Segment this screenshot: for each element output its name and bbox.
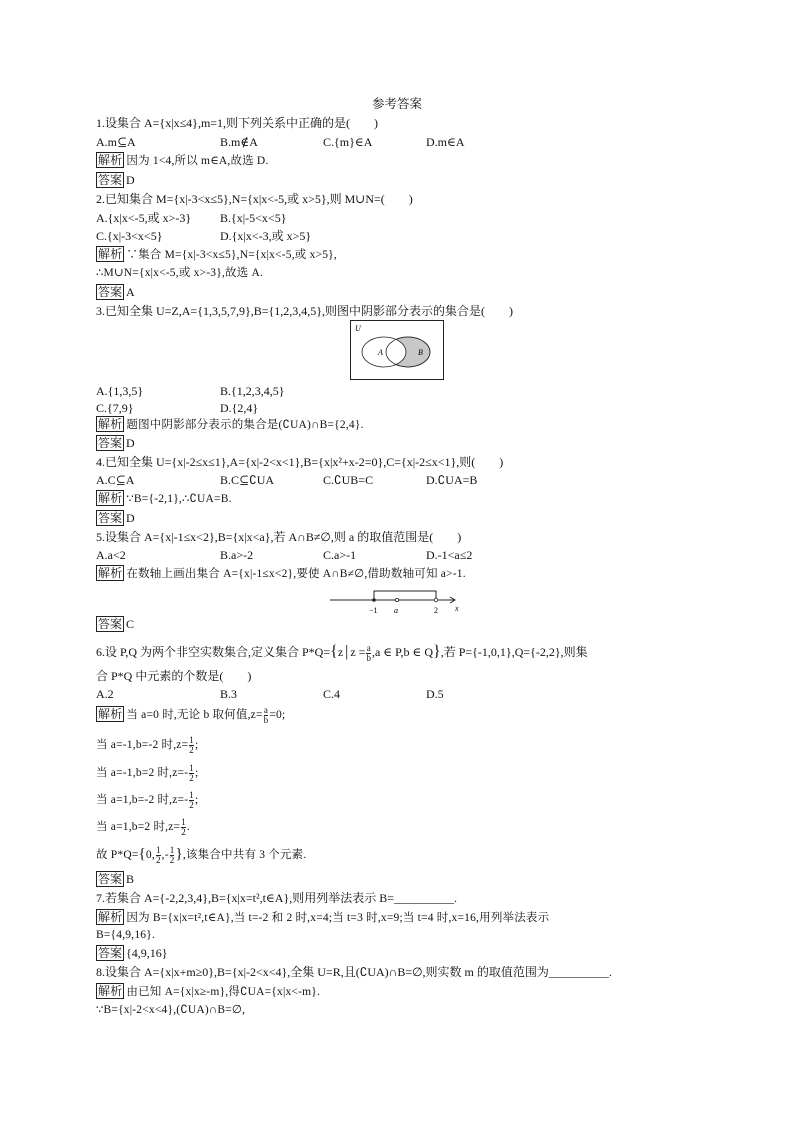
q1-option-c: C.{m}∈A	[323, 135, 373, 149]
analysis-tag: 解析	[98, 417, 123, 431]
left-brace: {	[330, 643, 338, 660]
q5-stem: 5.设集合 A={x|-1≤x<2},B={x|x<a},若 A∩B≠∅,则 a 的取值范围是( )	[96, 530, 462, 544]
tick-label-two: 2	[434, 606, 438, 615]
q2-analysis-text-2: ∴M∪N={x|x<-5,或 x>-3},故选 A.	[96, 267, 264, 279]
point-two	[434, 598, 438, 602]
q6-analysis-1: 当 a=0 时,无论 b 取何值,z=	[126, 709, 263, 721]
q6-case-1: 当 a=-1,b=-2 时,z= $\frac{1}{2}$ ;	[96, 734, 199, 755]
q6-case-3: 当 a=1,b=-2 时,z=- $\frac{1}{2}$ ;	[96, 789, 199, 810]
venn-diagram	[350, 320, 444, 380]
q2-option-b: B.{x|-5<x<5}	[220, 211, 287, 225]
q6-stem-1	[96, 642, 588, 662]
q2-analysis	[96, 246, 337, 262]
q6-case-2: 当 a=-1,b=2 时,z=- $\frac{1}{2}$ ;	[96, 762, 199, 783]
fraction-half: $\frac{1}{2}$	[189, 789, 194, 810]
venn-label-b: B	[418, 348, 423, 357]
q6-answer	[96, 871, 134, 887]
q2-option-a: A.{x|x<-5,或 x>-3}	[96, 211, 192, 225]
answer-tag: 答案	[98, 285, 123, 299]
q1-option-b: B.m∉A	[220, 135, 258, 149]
q5-analysis-text: 在数轴上画出集合 A={x|-1≤x<2},要使 A∩B≠∅,借助数轴可知 a>-1.	[126, 568, 466, 580]
fraction-half: $\frac{1}{2}$	[169, 844, 175, 865]
analysis-tag: 解析	[98, 153, 123, 167]
q4-option-a: A.C⊆A	[96, 473, 135, 487]
q6-answer-text: B	[126, 872, 135, 886]
fraction-half: $\frac{1}{2}$	[189, 762, 194, 783]
q3-option-b: B.{1,2,3,4,5}	[220, 384, 285, 398]
q5-option-c: C.a>-1	[323, 548, 357, 562]
q6-case-4: 当 a=1,b=2 时,z= $\frac{1}{2}$ .	[96, 816, 190, 837]
q7-analysis-text-2: B={4,9,16}.	[96, 929, 156, 941]
q3-option-c: C.{7,9}	[96, 401, 134, 415]
q6-conclusion: 故 P*Q={0, $\frac{1}{2}$ ,- $\frac{1}{2}$ },该集合中共有 3 个元素.	[96, 844, 307, 865]
q3-option-d: D.{2,4}	[220, 401, 259, 415]
answer-tag: 答案	[98, 872, 123, 886]
answer-tag: 答案	[98, 617, 123, 631]
q5-answer-text: C	[126, 617, 135, 631]
set-a-bracket	[374, 591, 436, 600]
q6-stem-2: 合 P*Q 中元素的个数是( )	[96, 669, 252, 683]
analysis-tag: 解析	[98, 491, 123, 505]
q1-option-d: D.m∈A	[426, 135, 465, 149]
q6-set-eq: z =	[350, 645, 366, 659]
analysis-tag: 解析	[98, 707, 123, 721]
q2-analysis-text-1: ∵集合 M={x|-3<x≤5},N={x|x<-5,或 x>5},	[126, 249, 337, 261]
axis-label-x: x	[455, 604, 459, 613]
number-line	[330, 588, 465, 618]
venn-label-u: U	[355, 324, 361, 333]
q3-answer	[96, 435, 135, 451]
frac-num: a	[366, 642, 371, 653]
q4-analysis	[96, 490, 232, 506]
q8-stem: 8.设集合 A={x|x+m≥0},B={x|-2<x<4},全集 U=R,且(∁UA)∩B=∅,则实数 m 的取值范围为__________.	[96, 965, 612, 979]
q1-analysis-text: 因为 1<4,所以 m∈A,故选 D.	[126, 155, 269, 167]
q1-stem: 1.设集合 A={x|x≤4},m=1,则下列关系中正确的是( )	[96, 116, 379, 130]
q7-stem: 7.若集合 A={-2,2,3,4},B={x|x=t²,t∈A},则用列举法表示 B=__________.	[96, 891, 457, 905]
fraction-a-over-b-2: $\frac{a}{b}$	[263, 704, 269, 725]
answer-tag: 答案	[98, 946, 123, 960]
q3-analysis-text: 题图中阴影部分表示的集合是(∁UA)∩B={2,4}.	[126, 419, 364, 431]
q2-answer	[96, 284, 135, 300]
page-title: 参考答案	[371, 97, 422, 111]
frac-den: b	[366, 652, 371, 663]
q5-option-d: D.-1<a≤2	[426, 548, 473, 562]
point-minus-one	[372, 598, 376, 602]
q4-stem: 4.已知全集 U={x|-2≤x≤1},A={x|-2<x<1},B={x|x²+x-2=0},C={x|-2≤x<1},则( )	[96, 455, 504, 469]
tick-label-minus-one: −1	[369, 606, 378, 615]
q6-option-c: C.4	[323, 687, 341, 701]
q7-answer-text: {4,9,16}	[126, 946, 168, 960]
analysis-tag: 解析	[98, 566, 123, 580]
q3-answer-text: D	[126, 436, 135, 450]
q2-stem: 2.已知集合 M={x|-3<x≤5},N={x|x<-5,或 x>5},则 M∪N=( )	[96, 192, 413, 206]
venn-label-a: A	[378, 348, 383, 357]
analysis-tag: 解析	[98, 247, 123, 261]
q5-answer	[96, 616, 134, 632]
q4-analysis-text: ∵B={-2,1},∴∁UA=B.	[126, 493, 232, 505]
q8-analysis-text-2: ∵B={x|-2<x<4},(∁UA)∩B=∅,	[96, 1004, 246, 1016]
q6-analysis-1-end: =0;	[269, 709, 286, 721]
q6-option-b: B.3	[220, 687, 238, 701]
q1-answer-text: D	[126, 173, 135, 187]
q2-option-c: C.{x|-3<x<5}	[96, 229, 163, 243]
q2-answer-text: A	[126, 285, 135, 299]
q4-answer	[96, 510, 135, 526]
q3-option-a: A.{1,3,5}	[96, 384, 144, 398]
q8-analysis-text-1: 由已知 A={x|x≥-m},得∁UA={x|x<-m}.	[126, 986, 321, 998]
q6-analysis	[96, 704, 285, 726]
q4-option-c: C.∁UB=C	[323, 473, 374, 487]
set-divider: |	[345, 643, 349, 660]
fraction-half: $\frac{1}{2}$	[155, 844, 161, 865]
answer-tag: 答案	[98, 436, 123, 450]
venn-set-a	[362, 337, 406, 367]
fraction-half: $\frac{1}{2}$	[181, 816, 186, 837]
q6-set-var: z	[337, 645, 344, 659]
fraction-half: $\frac{1}{2}$	[189, 734, 194, 755]
fraction-a-over-b	[366, 644, 371, 663]
analysis-tag: 解析	[98, 984, 123, 998]
q4-option-d: D.∁UA=B	[426, 473, 478, 487]
q7-analysis-text-1: 因为 B={x|x=t²,t∈A},当 t=-2 和 2 时,x=4;当 t=3 时,x=9;当 t=4 时,x=16,用列举法表示	[126, 912, 550, 924]
point-a	[395, 598, 398, 601]
q7-analysis	[96, 909, 549, 925]
q8-analysis	[96, 983, 320, 999]
q2-option-d: D.{x|x<-3,或 x>5}	[220, 229, 312, 243]
q6-set-cond: ,a ∈ P,b ∈ Q	[371, 645, 434, 659]
q7-answer	[96, 945, 168, 961]
q1-analysis	[96, 152, 269, 168]
q3-stem: 3.已知全集 U=Z,A={1,3,5,7,9},B={1,2,3,4,5},则图中阴影部分表示的集合是( )	[96, 304, 514, 318]
analysis-tag: 解析	[98, 910, 123, 924]
right-brace: }	[433, 643, 441, 660]
q5-option-a: A.a<2	[96, 548, 126, 562]
q1-answer	[96, 172, 135, 188]
q4-answer-text: D	[126, 511, 135, 525]
q5-analysis	[96, 565, 466, 581]
q3-analysis	[96, 416, 364, 432]
q6-stem-text-1: 6.设 P,Q 为两个非空实数集合,定义集合 P*Q=	[96, 645, 331, 659]
tick-label-a: a	[394, 606, 398, 615]
answer-tag: 答案	[98, 173, 123, 187]
q1-option-a: A.m⊆A	[96, 135, 136, 149]
q6-option-a: A.2	[96, 687, 114, 701]
q6-option-d: D.5	[426, 687, 444, 701]
q4-option-b: B.C⊆∁UA	[220, 473, 275, 487]
answer-tag: 答案	[98, 511, 123, 525]
q5-option-b: B.a>-2	[220, 548, 254, 562]
q6-stem-text-2: ,若 P={-1,0,1},Q={-2,2},则集	[440, 645, 588, 659]
